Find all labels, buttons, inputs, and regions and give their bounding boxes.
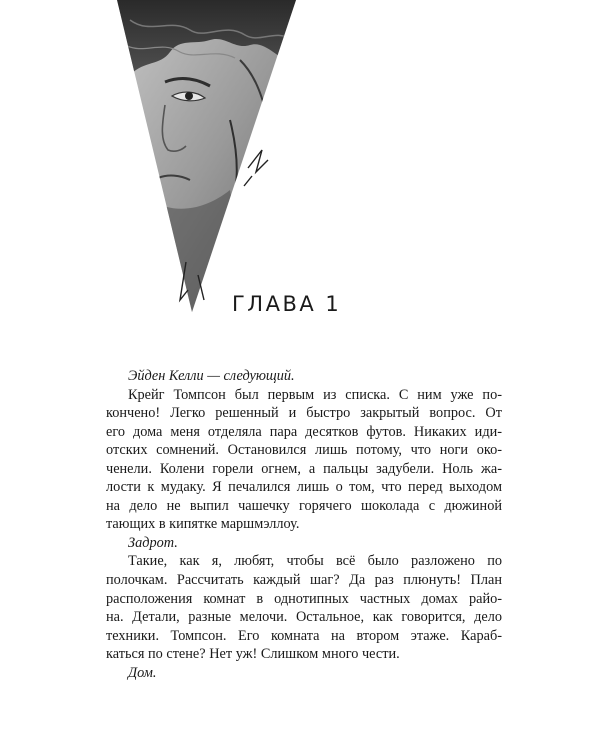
text-line: полочкам. Рассчитать каждый шаг? Да раз плюнуть! План bbox=[106, 572, 502, 589]
text-line: Задрот. bbox=[128, 534, 178, 551]
text-line: Такие, как я, любят, чтобы всё было разложено по bbox=[128, 553, 502, 570]
text-line: его дома меня отделяла пара десятков футов. Никаких иди- bbox=[106, 423, 502, 440]
text-line: отских сомнений. Остановился лишь потому, что ноги око- bbox=[106, 442, 502, 459]
text-line: техники. Томпсон. Его комната на втором этаже. Караб- bbox=[106, 627, 502, 644]
chapter-title: ГЛАВА 1 bbox=[232, 292, 342, 316]
portrait-illustration bbox=[0, 0, 600, 330]
text-line: на. Детали, разные мелочи. Остальное, как говорится, дело bbox=[106, 609, 502, 626]
text-line: расположения комнат в однотипных частных домах райо- bbox=[106, 590, 502, 607]
chapter-body-text bbox=[106, 367, 502, 682]
text-line: каться по стене? Нет уж! Слишком много чести. bbox=[106, 646, 400, 663]
text-line: лости к мудаку. Я печалился лишь о том, что перед выходом bbox=[106, 479, 502, 496]
text-line: Дом. bbox=[128, 664, 157, 681]
text-line: Эйден Келли — следующий. bbox=[128, 368, 295, 384]
text-line: на дело не выпил чашечку горячего шоколада с дюжиной bbox=[106, 497, 502, 514]
text-line: ченели. Колени горели огнем, а пальцы задубели. Ноль жа- bbox=[106, 460, 502, 477]
text-line: Крейг Томпсон был первым из списка. С ним уже по- bbox=[128, 386, 502, 403]
text-line: кончено! Легко решенный и быстро закрытый вопрос. От bbox=[106, 405, 502, 422]
text-line: тающих в кипятке маршмэллоу. bbox=[106, 516, 300, 533]
